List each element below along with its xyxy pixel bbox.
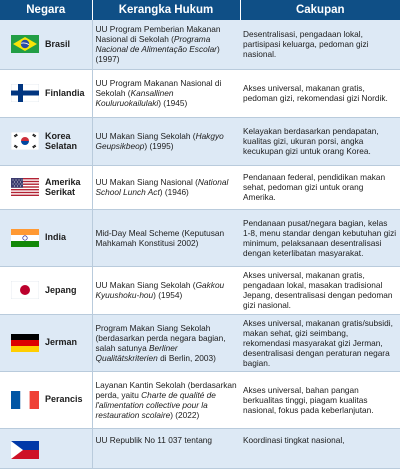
country-name: India [45, 232, 67, 243]
law-cell [92, 117, 240, 165]
table-row-cut-off [0, 428, 400, 468]
country-cell [0, 69, 92, 117]
france-flag-icon [11, 391, 39, 409]
brazil-flag-icon [11, 35, 39, 53]
usa-flag-icon [11, 178, 39, 196]
law-text: Program Makan Siang Sekolah (berdasarkan perda negara bagian, salah satunya [95, 322, 226, 353]
law-cell [92, 314, 240, 371]
country-cell [0, 165, 92, 209]
scope-cell: Pendanaan pusat/negara bagian, kelas 1-8, menu standar dengan kebutuhan gizi minimum, pelaksanaan desentralisasi dengan keterlibatan masyarakat. [240, 209, 400, 266]
law-text: Mid-Day Meal Scheme (Keputusan Mahkamah Konstitusi 2002) [95, 227, 225, 248]
country-name: Jepang [45, 284, 77, 295]
scope-cell: Desentralisasi, pengadaan lokal, partisipasi keluarga, pedoman gizi nasional. [240, 20, 400, 69]
law-cell [92, 165, 240, 209]
country-name: Korea Selatan [45, 130, 78, 151]
law-tail-text: di Berlin, 2003) [157, 352, 216, 363]
country-cell [0, 20, 92, 69]
country-cell [0, 209, 92, 266]
scope-cell: Akses universal, bahan pangan berkualitas tinggi, piagam kualitas nasional, fokus pada keberlanjutan. [240, 371, 400, 428]
india-flag-icon [11, 229, 39, 247]
law-italic-text: Hakgyo Geupsikbeop [95, 131, 224, 151]
country-cell [0, 266, 92, 314]
country-name: Perancis [45, 394, 83, 405]
law-tail-text: ) (1946) [159, 187, 189, 197]
law-text: UU Republik No 11 037 tentang [95, 434, 213, 445]
law-italic-text: Kansallinen Kouluruokailulaki [95, 88, 174, 108]
law-cell [92, 266, 240, 314]
law-text: UU Makan Siang Nasional ( [95, 177, 198, 187]
table-row-finlandia [0, 69, 400, 117]
country-cell [0, 314, 92, 371]
law-italic-text: Gakkou Kyuushoku-hou [95, 280, 225, 300]
south-korea-flag-icon [11, 132, 39, 150]
table-header-row [0, 0, 400, 20]
country-name: Finlandia [45, 87, 85, 98]
country-name: Brasil [45, 39, 71, 49]
germany-flag-icon [11, 334, 39, 352]
law-text: UU Makan Siang Sekolah ( [95, 280, 196, 290]
country-cell [0, 428, 92, 468]
law-cell [92, 69, 240, 117]
law-tail-text: ) (1995) [144, 141, 174, 151]
law-text: Layanan Kantin Sekolah (berdasarkan perda, yaitu [95, 379, 237, 400]
header-law: Kerangka Hukum [92, 0, 240, 20]
header-scope: Cakupan [240, 0, 400, 20]
law-italic-text: Charte de qualité de l'alimentation collective pour la restauration scolaire [95, 389, 216, 420]
law-cell [92, 209, 240, 266]
country-name: Amerika Serikat [45, 176, 81, 197]
japan-flag-icon [11, 281, 39, 299]
law-text: UU Program Pemberian Makanan Nasional di Sekolah ( [95, 24, 221, 45]
country-cell [0, 371, 92, 428]
law-cell [92, 371, 240, 428]
table-row-brasil [0, 20, 400, 69]
law-tail-text: ) (1954) [153, 290, 183, 300]
table-row-jepang [0, 266, 400, 314]
law-text: UU Makan Siang Sekolah ( [95, 131, 196, 141]
law-italic-text: Programa Nacional de Alimentação Escolar [95, 34, 217, 55]
table-row-india [0, 209, 400, 266]
table-row-amerika-serikat [0, 165, 400, 209]
law-italic-text: National School Lunch Act [95, 177, 229, 197]
scope-cell: Pendanaan federal, pendidikan makan sehat, pedoman gizi untuk orang Amerika. [240, 165, 400, 209]
law-tail-text: ) (2022) [170, 409, 200, 420]
header-country: Negara [0, 0, 92, 20]
scope-cell: Akses universal, makanan gratis/subsidi, makan sehat, gizi seimbang, rekomendasi masyarakat gizi Jerman, desentralisasi dengan peraturan negara bagian. [240, 314, 400, 371]
law-italic-text: Berliner Qualitätskriterien [95, 342, 178, 363]
law-cell [92, 20, 240, 69]
finland-flag-icon [11, 84, 39, 102]
law-tail-text: ) (1945) [158, 98, 188, 108]
scope-cell: Koordinasi tingkat nasional, [240, 428, 400, 468]
law-tail-text: ) (1997) [95, 44, 220, 65]
table-row-korea-selatan [0, 117, 400, 165]
scope-cell: Akses universal, makanan gratis, pengadaan lokal, masakan tradisional Jepang, desentralisasi dengan pedoman gizi nasional. [240, 266, 400, 314]
country-cell [0, 117, 92, 165]
table-row-perancis [0, 371, 400, 428]
scope-cell: Kelayakan berdasarkan pendapatan, kualitas gizi, ukuran porsi, angka kecukupan gizi untuk orang Korea. [240, 117, 400, 165]
law-text: UU Program Makanan Nasional di Sekolah ( [95, 78, 222, 98]
cut-off-flag-icon [11, 441, 39, 459]
country-name: Jerman [45, 337, 78, 348]
law-cell [92, 428, 240, 468]
table-row-jerman [0, 314, 400, 371]
scope-cell: Akses universal, makanan gratis, pedoman gizi, rekomendasi gizi Nordik. [240, 69, 400, 117]
